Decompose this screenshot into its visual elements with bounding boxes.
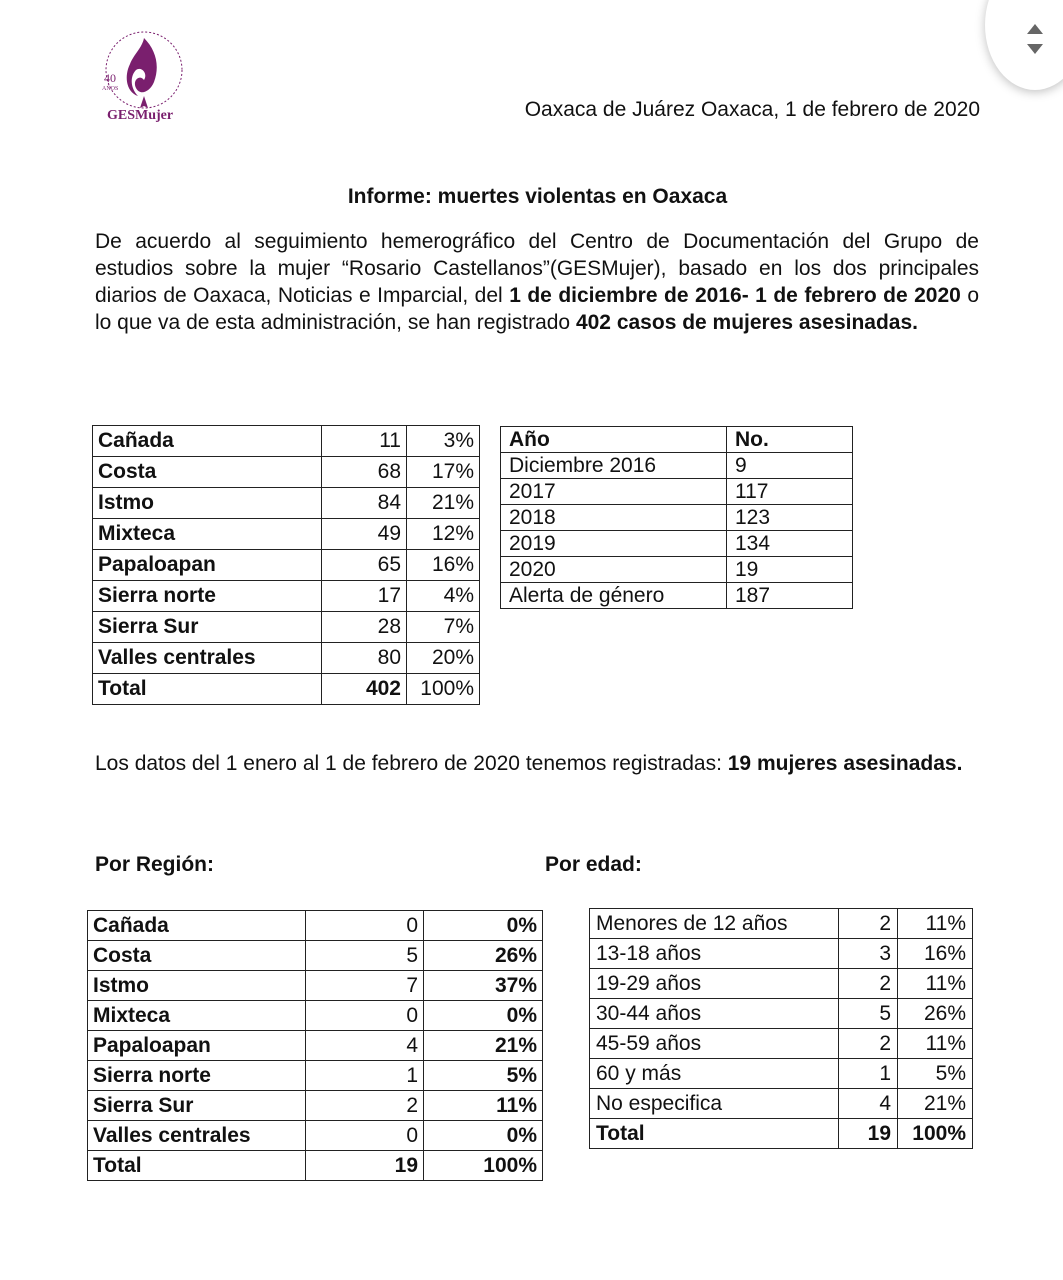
table-row [88,911,543,941]
region-cell: Cañada [88,911,306,941]
age-cell: 45-59 años [590,1029,839,1059]
table-row [501,531,853,557]
scroll-arrows-icon [1023,20,1047,60]
count-cell: 7 [306,971,424,1001]
year-cell: 2018 [501,505,727,531]
percent-cell: 16% [898,939,973,969]
age-cell: Menores de 12 años [590,909,839,939]
percent-cell: 37% [424,971,543,1001]
count-cell: 5 [839,999,898,1029]
count-cell: 0 [306,911,424,941]
table-row [88,941,543,971]
number-cell: 187 [727,583,853,609]
percent-cell: 11% [424,1091,543,1121]
table-row [501,557,853,583]
table-row [590,1119,973,1149]
count-cell: 2 [839,969,898,999]
percent-cell: 3% [407,426,480,457]
year-cell: 2017 [501,479,727,505]
count-cell: 17 [322,581,407,612]
count-cell: 1 [306,1061,424,1091]
logo-years: 40 [104,71,116,85]
table-row [93,457,480,488]
count-cell: 68 [322,457,407,488]
count-cell: 28 [322,612,407,643]
age-cell: 60 y más [590,1059,839,1089]
region-cell: Costa [88,941,306,971]
count-cell: 0 [306,1001,424,1031]
age-cell: 30-44 años [590,999,839,1029]
table-row [88,1121,543,1151]
number-cell: 117 [727,479,853,505]
year-cell: 2019 [501,531,727,557]
age-cell: 13-18 años [590,939,839,969]
region-cell: Sierra Sur [93,612,322,643]
table-row [590,999,973,1029]
region-cell: Istmo [88,971,306,1001]
table-row [590,939,973,969]
age-subhead: Por edad: [545,853,642,876]
count-cell: 11 [322,426,407,457]
year-table [500,426,853,609]
table-row [590,1089,973,1119]
count-cell: 2 [306,1091,424,1121]
report-title: Informe: muertes violentas en Oaxaca [347,185,728,208]
page-scroll-control[interactable] [985,0,1063,90]
logo-word: AÑOS [102,86,119,92]
region-cell: Sierra norte [93,581,322,612]
table-row [590,969,973,999]
percent-cell: 16% [407,550,480,581]
region-subhead: Por Región: [95,853,214,876]
table-row [93,643,480,674]
count-cell: 2 [839,909,898,939]
count-cell: 0 [306,1121,424,1151]
region-cell: Total [88,1151,306,1181]
region-2020-table [87,910,543,1181]
table-row [93,674,480,705]
percent-cell: 100% [898,1119,973,1149]
table-row [501,479,853,505]
percent-cell: 0% [424,1001,543,1031]
count-cell: 19 [306,1151,424,1181]
percent-cell: 100% [424,1151,543,1181]
age-cell: No especifica [590,1089,839,1119]
table-row [93,581,480,612]
table-row [93,519,480,550]
region-cell: Papaloapan [88,1031,306,1061]
table-row [93,426,480,457]
percent-cell: 11% [898,969,973,999]
table-row [501,505,853,531]
count-cell: 84 [322,488,407,519]
table-row [88,1031,543,1061]
count-cell: 65 [322,550,407,581]
percent-cell: 12% [407,519,480,550]
summary-2020-paragraph: Los datos del 1 enero al 1 de febrero de 2020 tenemos registradas: 19 mujeres asesinadas. [95,752,963,775]
count-cell: 5 [306,941,424,971]
number-cell: 134 [727,531,853,557]
percent-cell: 11% [898,909,973,939]
table-row [93,550,480,581]
count-cell: 2 [839,1029,898,1059]
percent-cell: 5% [898,1059,973,1089]
percent-cell: 21% [424,1031,543,1061]
region-cell: Costa [93,457,322,488]
table-row [88,1151,543,1181]
count-cell: 3 [839,939,898,969]
region-cell: Papaloapan [93,550,322,581]
percent-cell: 11% [898,1029,973,1059]
region-cell: Valles centrales [88,1121,306,1151]
number-cell: 19 [727,557,853,583]
table-row [88,1001,543,1031]
age-table [589,908,973,1149]
header-year: Año [501,427,727,453]
percent-cell: 0% [424,1121,543,1151]
age-cell: 19-29 años [590,969,839,999]
percent-cell: 21% [898,1089,973,1119]
number-cell: 123 [727,505,853,531]
region-cell: Total [93,674,322,705]
count-cell: 4 [306,1031,424,1061]
date-line: Oaxaca de Juárez Oaxaca, 1 de febrero de 2020 [524,98,980,121]
header-no: No. [727,427,853,453]
table-row [501,453,853,479]
table-row [590,909,973,939]
table-row [88,971,543,1001]
percent-cell: 26% [424,941,543,971]
table-row [501,583,853,609]
age-cell: Total [590,1119,839,1149]
table-row [590,1029,973,1059]
region-total-table [92,425,480,705]
logo-name: GESMujer [107,108,174,123]
percent-cell: 21% [407,488,480,519]
year-table-header [501,427,853,453]
percent-cell: 20% [407,643,480,674]
count-cell: 402 [322,674,407,705]
count-cell: 19 [839,1119,898,1149]
percent-cell: 5% [424,1061,543,1091]
table-row [88,1061,543,1091]
percent-cell: 100% [407,674,480,705]
intro-paragraph: De acuerdo al seguimiento hemerográfico del Centro de Documentación del Grupo de estudios sobre la mujer “Rosario Castellanos”(GESMujer), basado en los dos principales diarios de Oaxaca, Noticias e Imparcial, del 1 de diciembre de 2016- 1 de febrero de 2020 o lo que va de esta administración, se han registrado 402 casos de mujeres asesinadas. [95,230,979,334]
percent-cell: 4% [407,581,480,612]
region-cell: Istmo [93,488,322,519]
count-cell: 4 [839,1089,898,1119]
percent-cell: 17% [407,457,480,488]
year-cell: Alerta de género [501,583,727,609]
region-cell: Mixteca [88,1001,306,1031]
count-cell: 80 [322,643,407,674]
table-row [590,1059,973,1089]
year-cell: 2020 [501,557,727,583]
count-cell: 49 [322,519,407,550]
region-cell: Valles centrales [93,643,322,674]
percent-cell: 0% [424,911,543,941]
table-row [93,612,480,643]
year-cell: Diciembre 2016 [501,453,727,479]
region-cell: Sierra norte [88,1061,306,1091]
percent-cell: 7% [407,612,480,643]
region-cell: Mixteca [93,519,322,550]
count-cell: 1 [839,1059,898,1089]
region-cell: Cañada [93,426,322,457]
percent-cell: 26% [898,999,973,1029]
number-cell: 9 [727,453,853,479]
table-row [93,488,480,519]
table-row [88,1091,543,1121]
region-cell: Sierra Sur [88,1091,306,1121]
